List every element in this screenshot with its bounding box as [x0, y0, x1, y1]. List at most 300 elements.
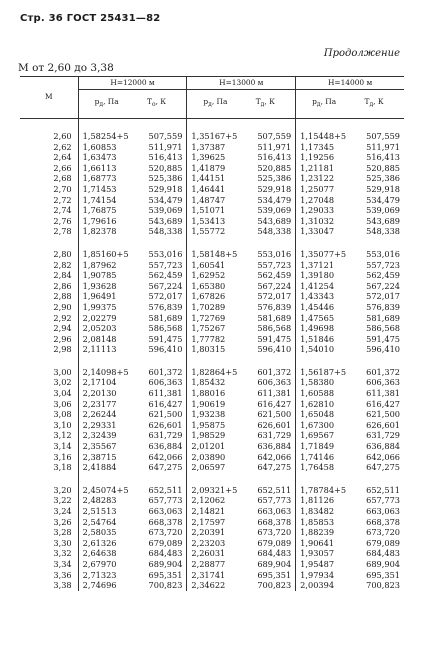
pressure-cell: 1,23122 [296, 173, 348, 184]
table-row [20, 334, 404, 345]
pressure-cell: 1,96491 [78, 291, 130, 302]
pressure-cell: 2,23203 [187, 538, 239, 549]
temperature-cell: 576,839 [148, 301, 183, 312]
mach-cell: 2,94 [53, 323, 72, 334]
temperature-cell: 586,568 [366, 323, 400, 334]
table-row [20, 205, 404, 216]
pressure-cell: 1,54010 [296, 344, 348, 355]
pressure-cell: 2,08148 [78, 334, 130, 345]
table-row [20, 399, 404, 410]
pressure-cell: 1,19256 [296, 152, 348, 163]
pressure-cell: 2,14098+5 [78, 367, 130, 378]
table-row [20, 152, 404, 163]
temperature-cell: 534,479 [148, 194, 183, 205]
pressure-cell: 1,70289 [187, 302, 239, 313]
temperature-cell: 642,066 [148, 451, 183, 462]
temperature-cell: 700,823 [148, 580, 183, 591]
temperature-cell: 581,689 [366, 312, 400, 323]
temperature-cell: 647,275 [257, 462, 292, 473]
temperature-cell: 525,386 [257, 173, 292, 184]
pressure-cell: 2,54764 [78, 517, 130, 528]
pressure-cell: 2,31741 [187, 570, 239, 581]
temperature-cell: 543,689 [148, 215, 183, 226]
pressure-cell: 1,56187+5 [296, 367, 348, 378]
temperature-cell: 520,885 [148, 162, 183, 173]
temperature-cell: 543,689 [257, 215, 292, 226]
continuation-label: Продолжение [323, 48, 400, 59]
temperature-cell: 652,511 [148, 484, 183, 495]
temperature-cell: 557,723 [148, 259, 183, 270]
pressure-cell: 2,06597 [187, 462, 239, 473]
pressure-cell: 1,77782 [187, 334, 239, 345]
temperature-cell: 631,729 [366, 430, 400, 441]
temperature-cell: 572,017 [366, 291, 400, 302]
temperature-column-header: $T_д$, К [239, 90, 295, 119]
table-row [20, 195, 404, 206]
table-row [20, 249, 404, 260]
pressure-cell: 1,21181 [296, 163, 348, 174]
temperature-cell: 642,066 [257, 451, 292, 462]
temperature-cell: 557,723 [366, 259, 400, 270]
pressure-cell: 1,90641 [296, 538, 348, 549]
temperature-cell: 567,224 [366, 280, 400, 291]
temperature-cell: 695,351 [366, 569, 400, 580]
pressure-cell: 1,74146 [296, 452, 348, 463]
temperature-cell: 548,338 [366, 226, 400, 237]
mach-cell: 3,32 [53, 548, 72, 559]
temperature-cell: 684,483 [366, 548, 400, 559]
temperature-cell: 636,884 [257, 441, 292, 452]
pressure-cell: 2,32439 [78, 430, 130, 441]
temperature-cell: 673,720 [257, 527, 292, 538]
pressure-cell: 2,02279 [78, 313, 130, 324]
temperature-cell: 586,568 [257, 323, 292, 334]
mach-cell: 3,28 [53, 527, 72, 538]
pressure-cell: 2,28877 [187, 559, 239, 570]
pressure-cell: 1,60541 [187, 260, 239, 271]
temperature-cell: 529,918 [148, 183, 183, 194]
temperature-cell: 576,839 [366, 301, 400, 312]
height-header-12000: H=12000 м [78, 77, 187, 90]
temperature-cell: 586,568 [148, 323, 183, 334]
table-row [20, 226, 404, 237]
table-row [20, 291, 404, 302]
pressure-cell: 1,93238 [187, 409, 239, 420]
pressure-cell: 1,51846 [296, 334, 348, 345]
temperature-cell: 616,427 [257, 398, 292, 409]
pressure-cell: 2,74696 [78, 580, 130, 591]
table-row [20, 462, 404, 473]
temperature-cell: 567,224 [148, 280, 183, 291]
pressure-cell: 1,85853 [296, 517, 348, 528]
pressure-cell: 1,69567 [296, 430, 348, 441]
table-row [20, 409, 404, 420]
temperature-cell: 642,066 [366, 451, 400, 462]
temperature-cell: 539,069 [148, 205, 183, 216]
height-header-14000: H=14000 м [296, 77, 404, 90]
pressure-cell: 1,62952 [187, 270, 239, 281]
mach-cell: 2,86 [53, 280, 72, 291]
table-row [20, 323, 404, 334]
temperature-cell: 626,601 [366, 419, 400, 430]
pressure-cell: 2,38715 [78, 452, 130, 463]
temperature-cell: 557,723 [257, 259, 292, 270]
table-row [20, 430, 404, 441]
temperature-cell: 596,410 [257, 344, 292, 355]
table-row [20, 485, 404, 496]
pressure-cell: 1,98529 [187, 430, 239, 441]
table-row [20, 131, 404, 142]
temperature-cell: 596,410 [366, 344, 400, 355]
temperature-cell: 657,773 [366, 495, 400, 506]
temperature-cell: 520,885 [366, 162, 400, 173]
table-row [20, 142, 404, 153]
pressure-cell: 1,58254+5 [78, 131, 130, 142]
pressure-cell: 2,11113 [78, 344, 130, 355]
table-row [20, 377, 404, 388]
pressure-cell: 1,76458 [296, 462, 348, 473]
pressure-cell: 1,53413 [187, 216, 239, 227]
temperature-cell: 616,427 [366, 398, 400, 409]
pressure-cell: 1,93057 [296, 548, 348, 559]
table-row [20, 163, 404, 174]
pressure-cell: 1,88239 [296, 527, 348, 538]
temperature-cell: 684,483 [148, 548, 183, 559]
pressure-cell: 1,37121 [296, 260, 348, 271]
pressure-cell: 1,55772 [187, 226, 239, 237]
pressure-cell: 2,05203 [78, 323, 130, 334]
temperature-cell: 553,016 [148, 248, 183, 259]
temperature-cell: 668,378 [257, 516, 292, 527]
pressure-cell: 1,45446 [296, 302, 348, 313]
temperature-cell: 572,017 [257, 291, 292, 302]
table-row [20, 388, 404, 399]
mach-cell: 2,66 [53, 162, 72, 173]
table-row [20, 506, 404, 517]
temperature-cell: 663,063 [257, 506, 292, 516]
mach-cell: 3,04 [53, 388, 72, 399]
pressure-cell: 1,85432 [187, 377, 239, 388]
mach-cell: 3,26 [53, 516, 72, 527]
pressure-cell: 1,71453 [78, 184, 130, 195]
temperature-cell: 553,016 [366, 248, 400, 259]
temperature-cell: 596,410 [148, 344, 183, 355]
temperature-cell: 534,479 [257, 194, 292, 205]
mach-cell: 2,90 [53, 301, 72, 312]
temperature-cell: 611,381 [148, 388, 183, 399]
pressure-cell: 2,20391 [187, 527, 239, 538]
temperature-cell: 626,601 [257, 419, 292, 430]
pressure-cell: 2,01201 [187, 441, 239, 452]
temperature-cell: 631,729 [257, 430, 292, 441]
pressure-cell: 2,51513 [78, 506, 130, 517]
table-row [20, 580, 404, 591]
pressure-cell: 2,20130 [78, 388, 130, 399]
temperature-cell: 548,338 [257, 226, 292, 237]
pressure-cell: 1,79616 [78, 216, 130, 227]
pressure-cell: 1,72769 [187, 313, 239, 324]
temperature-cell: 591,475 [148, 333, 183, 344]
temperature-cell: 511,971 [257, 141, 292, 152]
pressure-cell: 1,35077+5 [296, 249, 348, 260]
mach-cell: 3,24 [53, 506, 72, 516]
pressure-cell: 1,67300 [296, 420, 348, 431]
mach-cell: 2,70 [53, 183, 72, 194]
pressure-cell: 1,49698 [296, 323, 348, 334]
pressure-cell: 1,41879 [187, 163, 239, 174]
temperature-cell: 695,351 [148, 569, 183, 580]
mach-cell: 2,88 [53, 291, 72, 302]
pressure-cell: 1,93628 [78, 281, 130, 292]
pressure-cell: 2,64638 [78, 548, 130, 559]
temperature-cell: 606,363 [148, 377, 183, 388]
pressure-cell: 1,58380 [296, 377, 348, 388]
temperature-cell: 591,475 [257, 333, 292, 344]
pressure-cell: 2,09321+5 [187, 485, 239, 496]
pressure-cell: 1,17345 [296, 142, 348, 153]
mach-cell: 3,22 [53, 495, 72, 506]
pressure-cell: 1,39180 [296, 270, 348, 281]
table-row [20, 452, 404, 463]
pressure-cell: 1,51071 [187, 205, 239, 216]
pressure-cell: 2,45074+5 [78, 485, 130, 496]
temperature-cell: 611,381 [366, 388, 400, 399]
temperature-cell: 591,475 [366, 333, 400, 344]
table-row [20, 173, 404, 184]
temperature-cell: 647,275 [148, 462, 183, 473]
pressure-cell: 2,67970 [78, 559, 130, 570]
temperature-cell: 668,378 [366, 516, 400, 527]
mach-cell: 3,16 [53, 451, 72, 462]
mach-cell: 2,62 [53, 141, 72, 152]
temperature-cell: 611,381 [257, 388, 292, 399]
pressure-cell: 1,83482 [296, 506, 348, 517]
table-row [20, 302, 404, 313]
temperature-cell: 663,063 [148, 506, 183, 516]
pressure-cell: 1,41254 [296, 281, 348, 292]
temperature-cell: 621,500 [257, 409, 292, 420]
mach-cell: 3,02 [53, 377, 72, 388]
pressure-cell: 1,71849 [296, 441, 348, 452]
pressure-cell: 2,61326 [78, 538, 130, 549]
pressure-cell: 1,29033 [296, 205, 348, 216]
pressure-cell: 2,48283 [78, 495, 130, 506]
pressure-cell: 2,17597 [187, 517, 239, 528]
pressure-cell: 1,78784+5 [296, 485, 348, 496]
temperature-cell: 562,459 [257, 270, 292, 281]
temperature-cell: 679,089 [257, 537, 292, 548]
temperature-cell: 567,224 [257, 280, 292, 291]
table-row [20, 367, 404, 378]
mach-cell: 3,10 [53, 419, 72, 430]
table-row [20, 260, 404, 271]
table-row [20, 216, 404, 227]
pressure-cell: 1,87962 [78, 260, 130, 271]
pressure-cell: 1,82378 [78, 226, 130, 237]
mach-cell: 2,72 [53, 194, 72, 205]
temperature-cell: 606,363 [366, 377, 400, 388]
mach-cell: 3,12 [53, 430, 72, 441]
pressure-cell: 1,76875 [78, 205, 130, 216]
temperature-cell: 626,601 [148, 419, 183, 430]
temperature-cell: 516,413 [148, 152, 183, 163]
pressure-cell: 2,29331 [78, 420, 130, 431]
pressure-column-header: $p_д$, Па [296, 90, 348, 119]
temperature-cell: 673,720 [366, 527, 400, 538]
temperature-cell: 636,884 [148, 441, 183, 452]
pressure-cell: 1,65048 [296, 409, 348, 420]
temperature-cell: 539,069 [257, 205, 292, 216]
pressure-cell: 1,80315 [187, 344, 239, 355]
temperature-cell: 647,275 [366, 462, 400, 473]
pressure-cell: 1,43343 [296, 291, 348, 302]
table-row [20, 517, 404, 528]
pressure-cell: 1,82864+5 [187, 367, 239, 378]
pressure-column-header: $p_д$, Па [187, 90, 239, 119]
pressure-cell: 1,48747 [187, 195, 239, 206]
temperature-cell: 534,479 [366, 194, 400, 205]
pressure-cell: 1,33047 [296, 226, 348, 237]
temperature-cell: 695,351 [257, 569, 292, 580]
temperature-cell: 553,016 [257, 248, 292, 259]
temperature-cell: 616,427 [148, 398, 183, 409]
temperature-cell: 601,372 [366, 366, 400, 377]
pressure-cell: 1,97934 [296, 570, 348, 581]
pressure-cell: 1,68773 [78, 173, 130, 184]
temperature-cell: 679,089 [148, 537, 183, 548]
pressure-cell: 1,90785 [78, 270, 130, 281]
table-row [20, 420, 404, 431]
temperature-cell: 684,483 [257, 548, 292, 559]
temperature-cell: 689,904 [257, 558, 292, 569]
temperature-cell: 562,459 [366, 270, 400, 281]
pressure-cell: 1,60853 [78, 142, 130, 153]
pressure-cell: 1,95875 [187, 420, 239, 431]
pressure-cell: 2,12062 [187, 495, 239, 506]
mach-cell: 2,84 [53, 270, 72, 281]
table-row [20, 313, 404, 324]
mach-cell: 2,82 [53, 259, 72, 270]
pressure-cell: 1,95487 [296, 559, 348, 570]
pressure-cell: 1,37387 [187, 142, 239, 153]
temperature-cell: 631,729 [148, 430, 183, 441]
temperature-cell: 581,689 [257, 312, 292, 323]
pressure-cell: 1,65380 [187, 281, 239, 292]
temperature-cell: 507,559 [366, 131, 400, 141]
temperature-cell: 543,689 [366, 215, 400, 226]
pressure-cell: 2,34622 [187, 580, 239, 591]
mach-column-header: М [20, 77, 78, 119]
table-row [20, 441, 404, 452]
temperature-cell: 673,720 [148, 527, 183, 538]
pressure-cell: 2,41884 [78, 462, 130, 473]
page-header: Стр. 36 ГОСТ 25431—82 [20, 13, 161, 24]
pressure-cell: 1,58148+5 [187, 249, 239, 260]
mach-cell: 2,64 [53, 152, 72, 163]
pressure-cell: 1,25077 [296, 184, 348, 195]
temperature-cell: 621,500 [148, 409, 183, 420]
pressure-cell: 1,74154 [78, 195, 130, 206]
table-row [20, 281, 404, 292]
temperature-cell: 529,918 [366, 183, 400, 194]
pressure-cell: 2,26244 [78, 409, 130, 420]
temperature-column-header: $T_д$, К [348, 90, 404, 119]
mach-cell: 2,68 [53, 173, 72, 184]
temperature-cell: 581,689 [148, 312, 183, 323]
temperature-cell: 516,413 [366, 152, 400, 163]
table-row [20, 538, 404, 549]
pressure-cell: 1,88016 [187, 388, 239, 399]
temperature-cell: 679,089 [366, 537, 400, 548]
pressure-cell: 1,66113 [78, 163, 130, 174]
mach-cell: 3,18 [53, 462, 72, 473]
temperature-cell: 700,823 [366, 580, 400, 591]
table-row [20, 270, 404, 281]
pressure-cell: 1,39625 [187, 152, 239, 163]
temperature-cell: 525,386 [148, 173, 183, 184]
pressure-cell: 1,62810 [296, 399, 348, 410]
mach-cell: 2,96 [53, 333, 72, 344]
temperature-cell: 511,971 [148, 141, 183, 152]
pressure-cell: 1,99375 [78, 302, 130, 313]
temperature-cell: 636,884 [366, 441, 400, 452]
temperature-cell: 520,885 [257, 162, 292, 173]
temperature-cell: 576,839 [257, 301, 292, 312]
pressure-cell: 1,47565 [296, 313, 348, 324]
temperature-cell: 601,372 [148, 366, 183, 377]
pressure-column-header: $p_д$, Па [78, 90, 130, 119]
mach-cell: 3,38 [53, 580, 72, 591]
table-row [20, 559, 404, 570]
table-row [20, 570, 404, 581]
pressure-cell: 1,44151 [187, 173, 239, 184]
pressure-cell: 1,46441 [187, 184, 239, 195]
temperature-cell: 529,918 [257, 183, 292, 194]
pressure-cell: 1,31032 [296, 216, 348, 227]
temperature-cell: 606,363 [257, 377, 292, 388]
pressure-cell: 2,00394 [296, 580, 348, 591]
temperature-cell: 539,069 [366, 205, 400, 216]
temperature-cell: 572,017 [148, 291, 183, 302]
mach-cell: 2,98 [53, 344, 72, 355]
pressure-cell: 2,23177 [78, 399, 130, 410]
pressure-cell: 1,35167+5 [187, 131, 239, 142]
mach-cell: 2,60 [53, 131, 72, 141]
mach-cell: 3,00 [53, 366, 72, 377]
table-row [20, 344, 404, 355]
temperature-cell: 663,063 [366, 506, 400, 516]
temperature-cell: 689,904 [148, 558, 183, 569]
mach-cell: 3,36 [53, 569, 72, 580]
pressure-cell: 1,85160+5 [78, 249, 130, 260]
temperature-cell: 507,559 [257, 131, 292, 141]
table-row [20, 548, 404, 559]
pressure-cell: 2,26031 [187, 548, 239, 559]
mach-cell: 3,34 [53, 558, 72, 569]
pressure-cell: 2,71323 [78, 570, 130, 581]
temperature-cell: 511,971 [366, 141, 400, 152]
table-row [20, 184, 404, 195]
pressure-cell: 2,17104 [78, 377, 130, 388]
mach-cell: 2,78 [53, 226, 72, 237]
pressure-cell: 1,60588 [296, 388, 348, 399]
temperature-cell: 562,459 [148, 270, 183, 281]
temperature-cell: 652,511 [366, 484, 400, 495]
temperature-cell: 668,378 [148, 516, 183, 527]
mach-cell: 2,74 [53, 205, 72, 216]
mach-cell: 3,20 [53, 484, 72, 495]
temperature-cell: 652,511 [257, 484, 292, 495]
